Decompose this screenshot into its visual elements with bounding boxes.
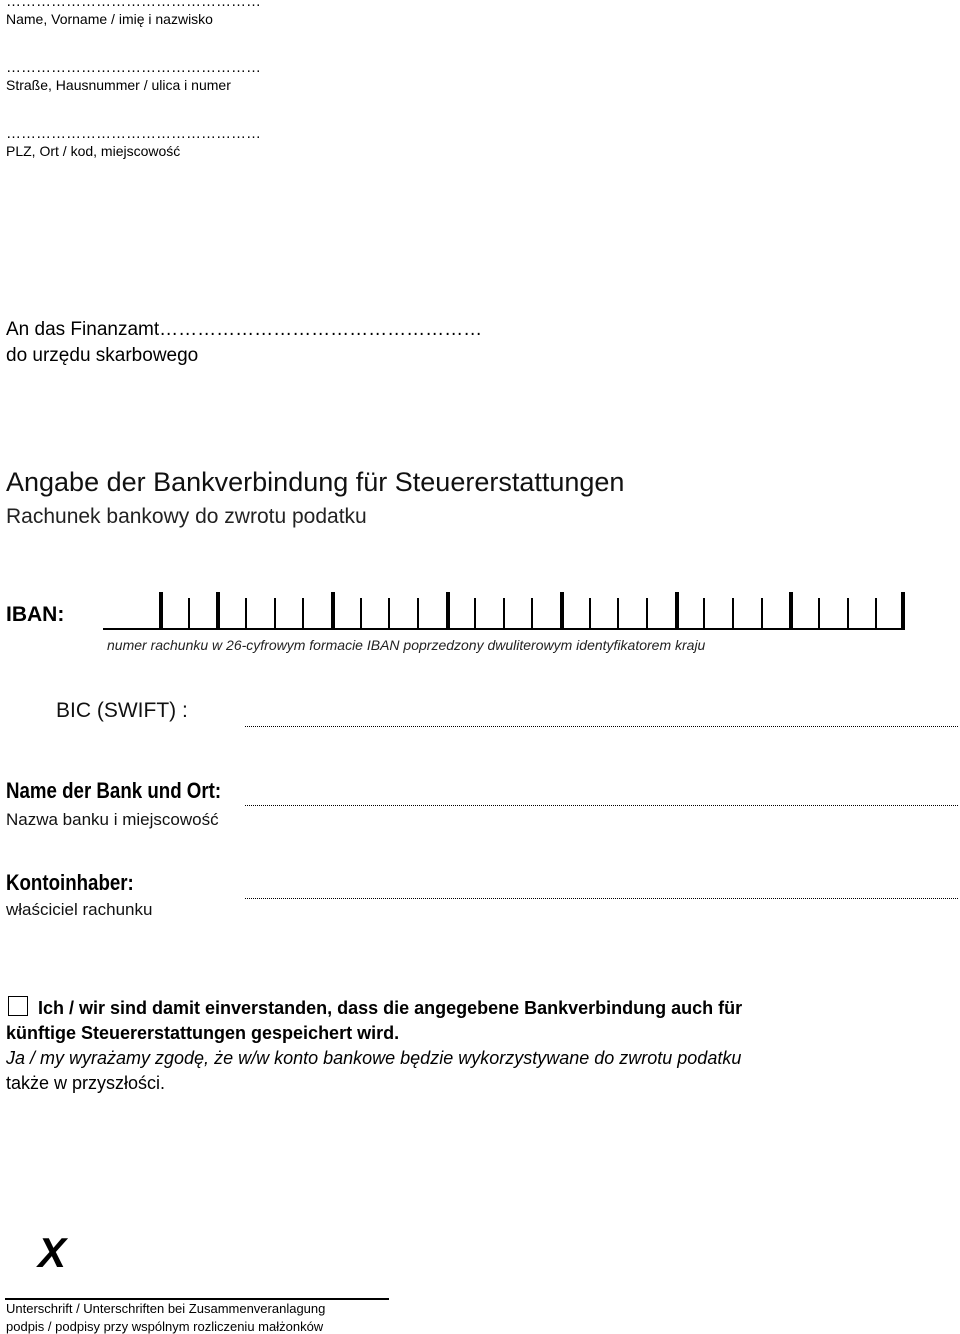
iban-cell-divider (245, 598, 247, 630)
signature-line[interactable] (5, 1298, 389, 1300)
iban-cell-divider (875, 598, 877, 630)
name-dotted-line[interactable]: …………………………………………… (6, 0, 261, 10)
iban-cell-divider (331, 592, 335, 630)
iban-cell-divider (302, 598, 304, 630)
iban-cell-divider (417, 598, 419, 630)
consent-text-pl-2: także w przyszłości. (6, 1073, 166, 1093)
iban-label: IBAN: (6, 603, 65, 626)
consent-text-de-1: Ich / wir sind damit einverstanden, dass die angegebene Bankverbindung auch für (38, 998, 743, 1018)
consent-checkbox[interactable] (8, 996, 28, 1016)
iban-cell-divider (901, 592, 905, 630)
iban-cell-divider (531, 598, 533, 630)
signature-label-pl: podpis / podpisy przy wspólnym rozliczeniu małżonków (6, 1319, 324, 1334)
iban-cell-divider (274, 598, 276, 630)
bank-label-pl: Nazwa banku i miejscowość (6, 810, 219, 829)
city-label: PLZ, Ort / kod, miejscowość (6, 143, 181, 159)
bic-label: BIC (SWIFT) : (56, 699, 188, 722)
bank-label-de: Name der Bank und Ort: (6, 778, 222, 803)
iban-cell-divider (761, 598, 763, 630)
street-label: Straße, Hausnummer / ulica i numer (6, 77, 231, 93)
holder-input-line[interactable] (245, 898, 958, 899)
iban-cell-divider (503, 598, 505, 630)
tax-office-label-pl: do urzędu skarbowego (6, 345, 199, 366)
iban-cell-divider (589, 598, 591, 630)
iban-cell-divider (789, 592, 793, 630)
iban-cell-divider (216, 592, 220, 630)
form-title-de: Angabe der Bankverbindung für Steuererstattungen (6, 467, 625, 497)
holder-label-de: Kontoinhaber: (6, 870, 134, 895)
bank-input-line[interactable] (245, 805, 958, 806)
name-label: Name, Vorname / imię i nazwisko (6, 11, 213, 27)
iban-hint: numer rachunku w 26-cyfrowym formacie IBAN poprzedzony dwuliterowym identyfikatorem kraju (107, 637, 706, 653)
form-title-pl: Rachunek bankowy do zwrotu podatku (6, 505, 367, 528)
signature-x-mark: X (38, 1229, 67, 1276)
iban-cell-divider (703, 598, 705, 630)
iban-cell-divider (188, 598, 190, 630)
iban-cell-divider (675, 592, 679, 630)
iban-cell-divider (388, 598, 390, 630)
iban-cell-divider (560, 592, 564, 630)
iban-cell-divider (617, 598, 619, 630)
iban-cell-divider (818, 598, 820, 630)
holder-label-pl: właściciel rachunku (6, 900, 153, 919)
street-dotted-line[interactable]: …………………………………………… (6, 59, 261, 76)
iban-cell-divider (847, 598, 849, 630)
signature-label-de: Unterschrift / Unterschriften bei Zusammenveranlagung (6, 1301, 326, 1316)
iban-cell-divider (360, 598, 362, 630)
iban-cell-divider (446, 592, 450, 630)
tax-office-line[interactable]: An das Finanzamt…………………………………………… (6, 319, 483, 340)
iban-cell-divider (646, 598, 648, 630)
iban-cell-divider (474, 598, 476, 630)
consent-text-pl-1: Ja / my wyrażamy zgodę, że w/w konto bankowe będzie wykorzystywane do zwrotu podatku (6, 1048, 742, 1068)
iban-input-boxes[interactable] (103, 592, 905, 630)
city-dotted-line[interactable]: …………………………………………… (6, 125, 261, 142)
iban-cell-divider (159, 592, 163, 630)
iban-cell-divider (732, 598, 734, 630)
consent-text-de-2: künftige Steuererstattungen gespeichert wird. (6, 1023, 400, 1043)
bic-input-line[interactable] (245, 726, 958, 727)
